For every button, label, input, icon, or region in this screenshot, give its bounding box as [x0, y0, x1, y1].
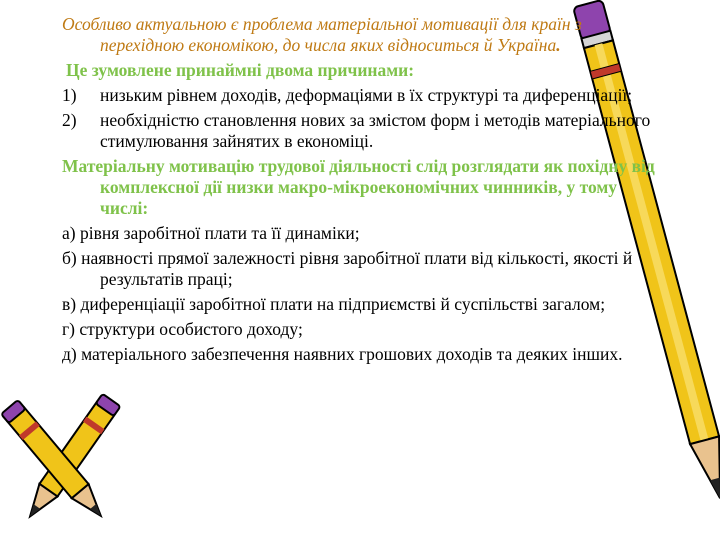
crossed-pencils-icon: [0, 400, 130, 540]
reason-item-2: [62, 110, 662, 152]
reason-number: 1): [62, 85, 77, 105]
reason-text: необхідністю становлення нових за змістом форм і методів матеріального стимулювання зайнятих в економіці.: [100, 110, 651, 151]
intro-text: Особливо актуальною є проблема матеріальної мотивації для країн з перехідною економікою, до числа яких відноситься й Україна: [62, 14, 582, 55]
factor-item-a: а) рівня заробітної плати та її динаміки;: [62, 223, 360, 243]
reason-item-1: [62, 85, 662, 106]
factor-item-d: г) структури особистого доходу;: [62, 319, 303, 339]
reason-text: низьким рівнем доходів, деформаціями в їх структурі та диференціації;: [100, 85, 633, 105]
slide-content: [62, 14, 662, 369]
motivation-heading: Матеріальну мотивацію трудової діяльності слід розглядати як похідну від комплексної дії низки макро-мікроекономічних чинників, у тому числі:: [62, 156, 655, 218]
factor-item-b: б) наявності прямої залежності рівня заробітної плати від кількості, якості й результатів праці;: [62, 248, 633, 289]
reason-number: 2): [62, 110, 77, 130]
reasons-heading: Це зумовлене принаймні двома причинами:: [66, 60, 415, 80]
intro-period: .: [556, 35, 561, 55]
factor-item-e: д) матеріального забезпечення наявних грошових доходів та деяких інших.: [62, 344, 623, 364]
factor-item-c: в) диференціації заробітної плати на підприємстві й суспільстві загалом;: [62, 294, 606, 314]
intro-paragraph: [62, 14, 662, 56]
